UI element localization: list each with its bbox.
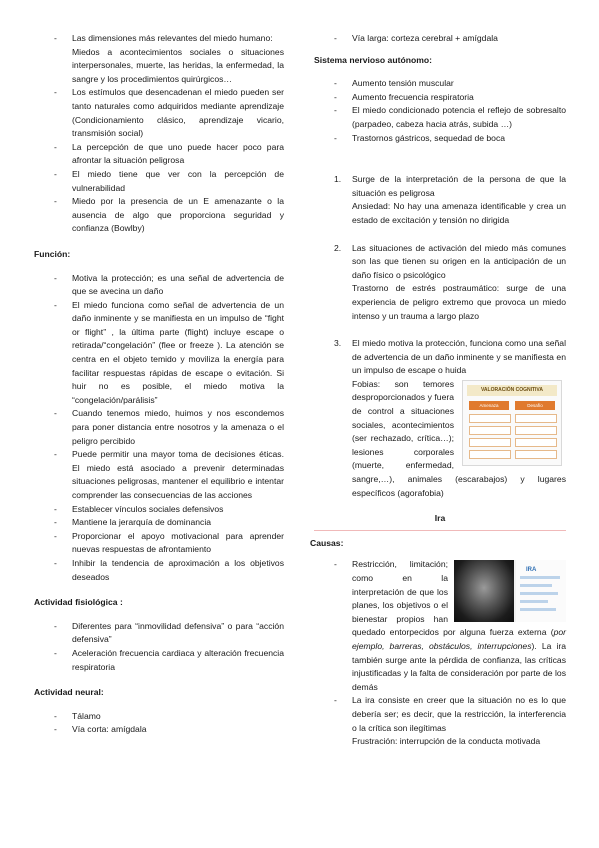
diagram-line: [520, 592, 558, 595]
list-item: [314, 694, 566, 748]
valoracion-cognitiva-figure: [462, 380, 562, 466]
ira-diagram-title: - IRA: [526, 567, 537, 574]
figure-title: VALORACIÓN COGNITIVA: [467, 385, 557, 396]
causa-text: ). La ira también surge ante la pérdida de confianza, las críticas injustificadas y la falta de consideración por parte de los demás: [352, 640, 566, 692]
list-item: [34, 168, 284, 195]
item-text: Surge de la interpretación de la persona de que la situación es peligrosa: [352, 174, 566, 198]
diagram-line: [520, 600, 548, 603]
list-item-text: Miedo por la presencia de un E amenazante o la ausencia de algo que proporciona seguridad y confianza (Bowlby): [72, 196, 284, 234]
autonomo-list: [314, 77, 566, 145]
figure-column-header: Desafío: [515, 401, 555, 410]
item-text: El miedo motiva la protección, funciona como una señal de advertencia de un daño inminente y se manifiesta en un impulso de escape o huida: [352, 338, 566, 376]
ira-divider: [314, 530, 566, 531]
figure-column-header: Amenaza: [469, 401, 509, 410]
figure-cell: [515, 450, 557, 459]
item-text: Ansiedad: No hay una amenaza identificable y crea un estado de excitación y tensión no dirigida: [352, 201, 566, 225]
numbered-item: [314, 337, 566, 500]
numbered-item: [314, 242, 566, 324]
item-number: 1.: [334, 174, 342, 185]
list-item: - Cuando tenemos miedo, huimos y nos escondemos para poner distancia entre nosotros y la amenaza o el peligro percibido: [34, 407, 284, 448]
causa-text-italic: por ejemplo, barreras, obstáculos, interrupciones: [352, 627, 566, 651]
list-item: - Mantiene la jerarquía de dominancia: [34, 516, 284, 530]
list-item: - Tálamo: [34, 710, 284, 724]
list-item-text: Miedos a acontecimientos sociales o situaciones interpersonales, muerte, las heridas, la enfermedad, la sangre y los procedimientos quirúrgicos…: [72, 46, 284, 84]
numbered-item: [314, 173, 566, 227]
fisiologica-list: [34, 620, 284, 674]
list-item: - Aceleración frecuencia cardiaca y alteración frecuencia respiratoria: [34, 647, 284, 674]
section-title-funcion: Función:: [34, 248, 71, 259]
list-item: - Vía larga: corteza cerebral + amígdala: [314, 32, 566, 46]
item-number: 3.: [334, 338, 342, 349]
list-item: [34, 86, 284, 140]
ira-section-title: Ira: [434, 513, 446, 524]
list-item: - Inhibir la tendencia de aproximación a los objetivos deseados: [34, 557, 284, 584]
list-item: - Proporcionar el apoyo motivacional para aprender nuevas respuestas de afrontamiento: [34, 530, 284, 557]
causa-text: Restricción, limitación; como en la interpretación de que los planes, los objetivos o el bienestar propios han quedado entorpecidos por alguna fuerza externa (: [352, 559, 554, 638]
list-item: [34, 141, 284, 168]
ira-diagram: [516, 560, 566, 622]
list-item: - Puede permitir una mayor toma de decisiones éticas. El miedo está asociado a prevenir determinadas situaciones peligrosas, mantener el equilibrio e intentar comprender las consecuencias de las acciones: [34, 448, 284, 502]
figure-cell: [469, 414, 511, 423]
list-item: [34, 195, 284, 236]
diagram-line: [520, 608, 556, 611]
section-title-autonomo: Sistema nervioso autónomo:: [314, 54, 432, 65]
list-item: [314, 558, 566, 694]
item-text: Las situaciones de activación del miedo más comunes son las que tienen su origen en la anticipación de un daño físico o psicológico: [352, 242, 566, 280]
item-text: Trastorno de estrés postraumático: surge de una experiencia de peligro extremo que provoca un miedo intenso y un trauma a largo plazo: [352, 283, 566, 321]
list-item-text: Los estímulos que desencadenan el miedo pueden ser tanto naturales como adquiridos mediante aprendizaje (Condicionamiento clásico, aprendizaje vicario, transmisión social): [72, 87, 284, 139]
list-item: - El miedo condicionado potencia el reflejo de sobresalto (parpadeo, cabeza hacia atrás, subida …): [314, 104, 566, 131]
angry-face-photo: [454, 560, 514, 622]
list-item: - Establecer vínculos sociales defensivos: [34, 503, 284, 517]
right-column: [310, 32, 566, 749]
list-item: - Aumento tensión muscular: [314, 77, 566, 91]
neural-list: [34, 710, 284, 737]
section-title-neural: Actividad neural:: [34, 687, 104, 698]
fobias-block: [352, 378, 566, 500]
figure-cell: [515, 438, 557, 447]
neural-cont-list: [314, 32, 566, 46]
section-title-fisiologica: Actividad fisiológica :: [34, 597, 123, 608]
list-item: - Vía corta: amígdala: [34, 723, 284, 737]
figure-cell: [469, 450, 511, 459]
left-column: [34, 32, 284, 737]
figure-cell: [515, 414, 557, 423]
ira-figure: [454, 560, 566, 622]
list-item: - Aumento frecuencia respiratoria: [314, 91, 566, 105]
list-item-text: El miedo tiene que ver con la percepción de vulnerabilidad: [72, 168, 284, 193]
causas-list: [314, 558, 566, 748]
numbered-list: [314, 173, 566, 500]
list-item: [34, 32, 284, 86]
list-item-text: - Las dimensiones más relevantes del miedo humano:: [72, 33, 273, 43]
list-item: - Diferentes para “inmovilidad defensiva” o para “acción defensiva”: [34, 620, 284, 647]
list-item: - Motiva la protección; es una señal de advertencia de que se avecina un daño: [34, 272, 284, 299]
causa-text: Frustración: interrupción de la conducta motivada: [352, 736, 541, 747]
funcion-list: [34, 272, 284, 585]
item-number: 2.: [334, 242, 342, 253]
diagram-line: [520, 584, 552, 587]
section-title-causas: Causas:: [310, 537, 344, 548]
list-item-text: La percepción de que uno puede hacer poco para afrontar la situación peligrosa: [72, 141, 284, 166]
figure-cell: [469, 438, 511, 447]
figure-cell: [469, 426, 511, 435]
figure-cell: [515, 426, 557, 435]
list-item: - Trastornos gástricos, sequedad de boca: [314, 132, 566, 146]
diagram-line: [520, 576, 560, 579]
fobias-text: Fobias: son temores desproporcionados y fuera de control a situaciones sociales, acontecimientos (ser rechazado, crítica…); lesiones corporales (muerte, enfermedad, sangre,…), animales (escarabajos) y lugares específicos (agorafobia): [352, 378, 566, 498]
list-item: - El miedo funciona como señal de advertencia de un daño inminente y se manifiesta en un impulso de “fight or flight” , la última parte (flight) incluye escape o retirada/“congelación” (flee or freeze ). La atención se centra en el objeto temido y moviliza la energía para facilitar respuestas rápidas de escape o evitación. Si huir no es posible, el miedo motiva la “congelación/parálisis”: [34, 299, 284, 408]
intro-list: [34, 32, 284, 236]
causa-text: - La ira consiste en creer que la situación no es lo que debería ser; es decir, que la restricción, la interferencia o la crítica son ilegítimas: [352, 695, 566, 733]
